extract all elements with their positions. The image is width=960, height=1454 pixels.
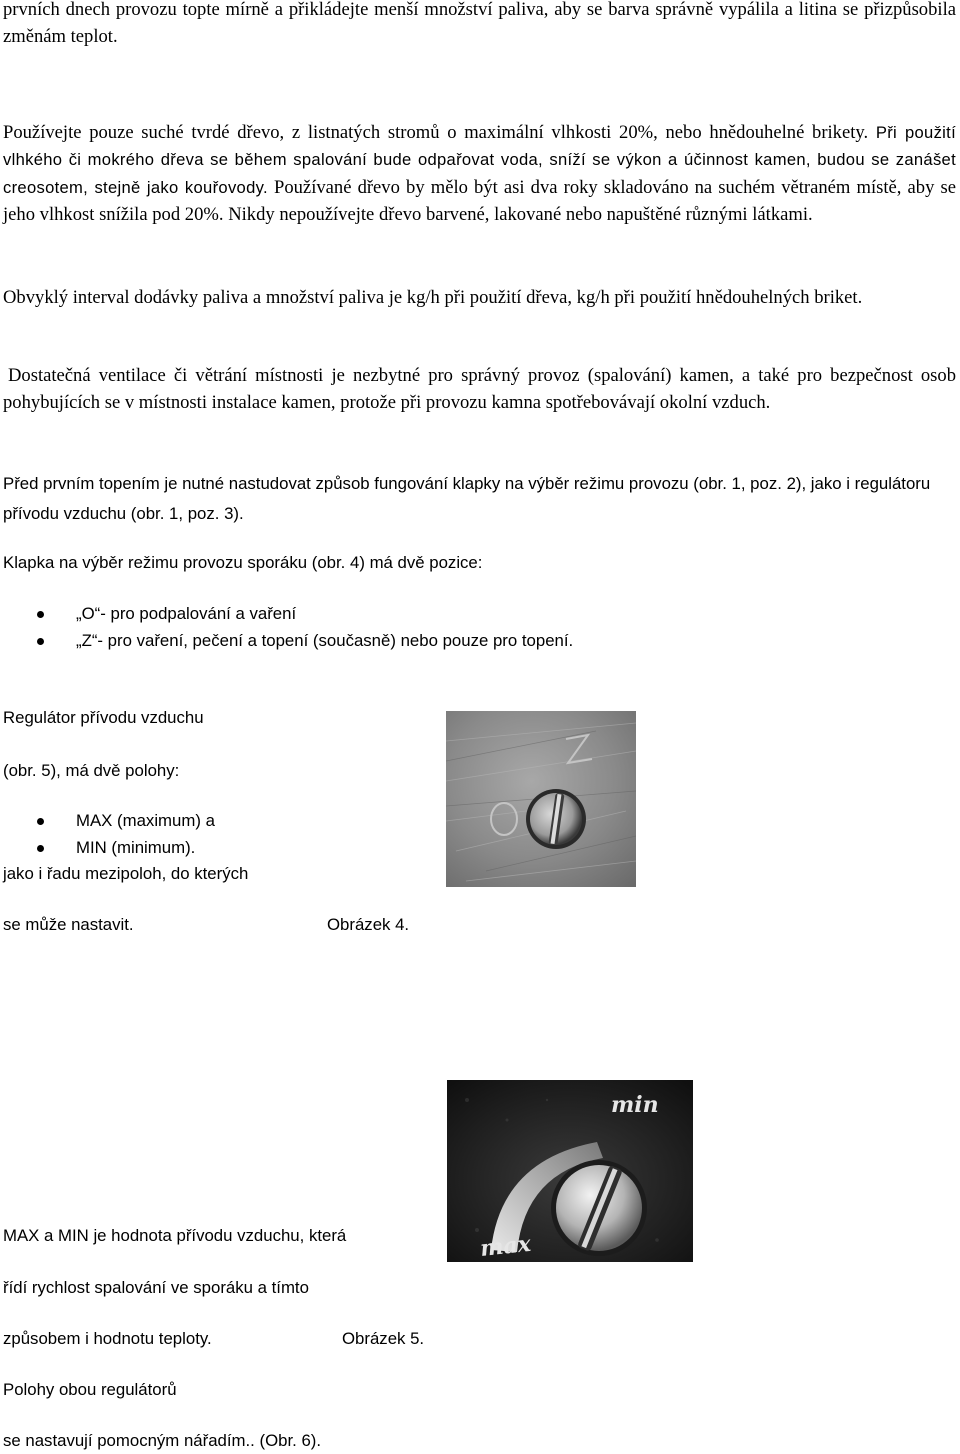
mode-positions-list bbox=[0, 600, 573, 654]
regulator-heading: Regulátor přívodu vzduchu bbox=[3, 708, 204, 727]
intro-paragraph: prvních dnech provozu topte mírně a přikládejte menší množství paliva, aby se barva správně vypálila a litina se přizpůsobila změnám teplot. bbox=[3, 0, 956, 48]
air-value-text-1: MAX a MIN je hodnota přívodu vzduchu, která bbox=[3, 1226, 347, 1245]
figure-5-caption: Obrázek 5. bbox=[342, 1329, 425, 1348]
air-value-text-3: způsobem i hodnotu teploty. bbox=[3, 1329, 212, 1348]
mode-flap-paragraph: Klapka na výběr režimu provozu sporáku (obr. 4) má dvě pozice: bbox=[3, 553, 483, 572]
regulator-positions-intro: (obr. 5), má dvě polohy: bbox=[3, 761, 180, 780]
regulator-can-set-text: se může nastavit. bbox=[3, 915, 134, 934]
tool-setting-text: se nastavují pomocným nářadím.. (Obr. 6). bbox=[3, 1431, 322, 1450]
figure-5-photo bbox=[447, 1080, 693, 1262]
list-item: „Z“- pro vaření, pečení a topení (současně) nebo pouze pro topení. bbox=[0, 627, 573, 654]
list-item: MAX (maximum) a bbox=[0, 807, 215, 834]
fuel-sentence-1: Používejte pouze suché tvrdé dřevo, z listnatých stromů o maximální vlhkosti 20%, nebo hnědouhelné brikety. bbox=[3, 122, 869, 143]
min-label: min bbox=[611, 1092, 659, 1118]
figure-4-photo bbox=[446, 711, 636, 887]
fuel-sentence-4: Nikdy nepoužívejte dřevo barvené, lakované nebo napuštěné různými látkami. bbox=[228, 203, 813, 225]
regulator-positions-list bbox=[0, 807, 215, 861]
ventilation-paragraph: Dostatečná ventilace či větrání místnosti je nezbytné pro správný provoz (spalování) kamen, a také pro bezpečnost osob pohybujících se v místnosti instalace kamen, protože při provozu kamna spotřebovávají okolní vzduch. bbox=[3, 365, 956, 414]
fuel-interval-paragraph: Obvyklý interval dodávky paliva a množství paliva je kg/h při použití dřeva, kg/h při použití hnědouhelných briket. bbox=[3, 287, 863, 308]
air-value-text-2: řídí rychlost spalování ve sporáku a tímto bbox=[3, 1278, 309, 1297]
list-item: „O“- pro podpalování a vaření bbox=[0, 600, 573, 627]
figure-4-caption: Obrázek 4. bbox=[327, 915, 410, 934]
fuel-paragraph bbox=[3, 119, 956, 228]
air-regulator-image bbox=[447, 1080, 693, 1262]
fuel-sentence-2: Při použití vlhkého či mokrého dřeva se během spalování bude odpařovat voda, sníží se výkon a účinnost kamen, budou se zanášet creosotem, stejně jako kouřovody. bbox=[3, 123, 956, 197]
mode-flap-knob-image bbox=[446, 711, 636, 887]
regulators-positions-text: Polohy obou regulátorů bbox=[3, 1380, 177, 1399]
max-label: max bbox=[478, 1230, 533, 1262]
fuel-sentence-3: Používané dřevo by mělo být asi dva roky skladováno na suchém větraném místě, aby se jeho vlhkost snížila pod 20%. bbox=[3, 176, 956, 225]
list-item: MIN (minimum). bbox=[0, 834, 215, 861]
regulator-intermediate-text: jako i řadu mezipoloh, do kterých bbox=[3, 864, 249, 883]
before-first-use-paragraph: Před prvním topením je nutné nastudovat způsob fungování klapky na výběr režimu provozu (obr. 1, poz. 2), jako i regulátoru přívodu vzduchu (obr. 1, poz. 3). bbox=[3, 474, 931, 523]
